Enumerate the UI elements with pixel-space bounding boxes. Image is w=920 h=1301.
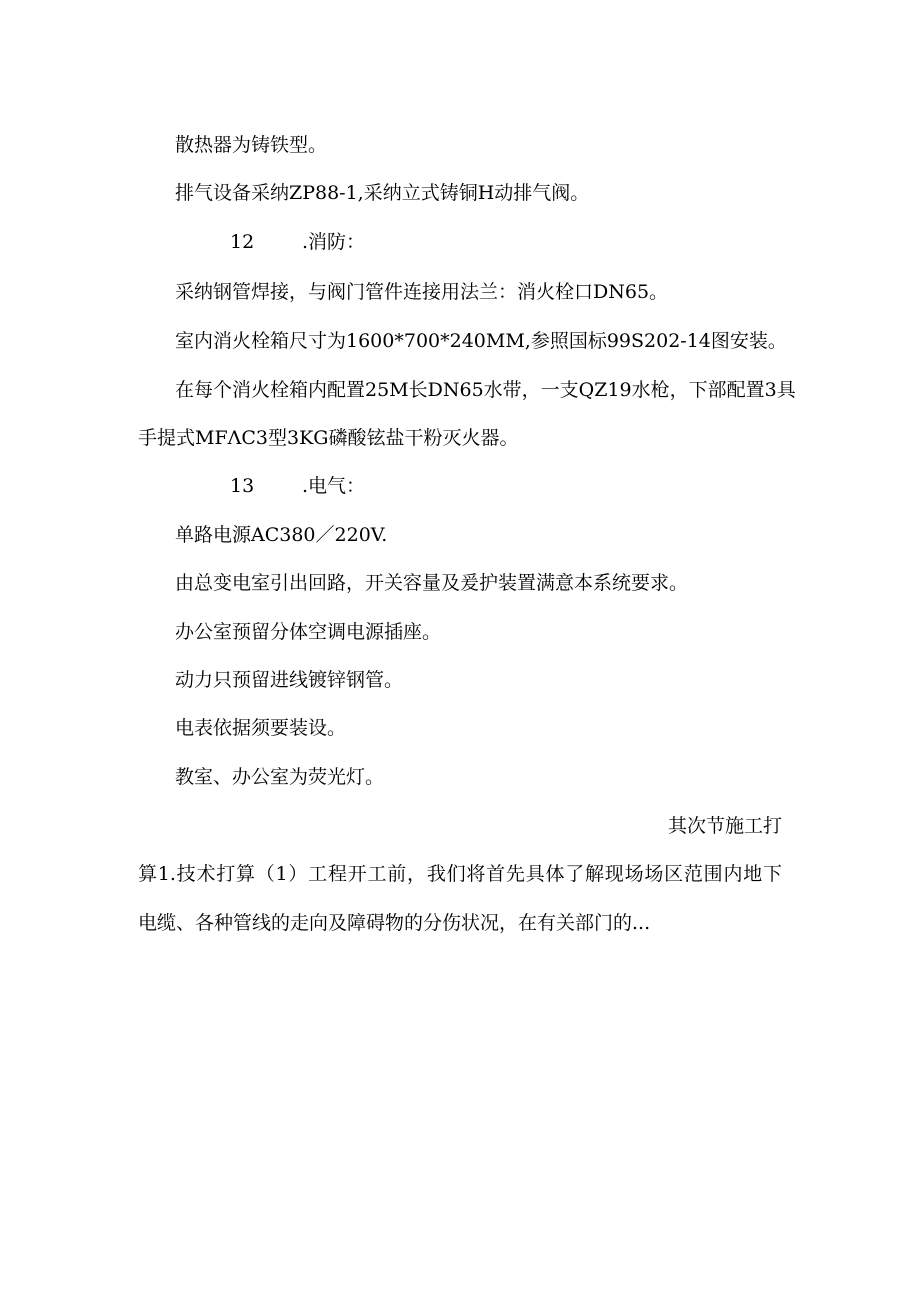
closing-line-2: 电缆、各种管线的走向及障碍物的分伤状况，在有关部门的... bbox=[138, 912, 651, 934]
fire-paragraph-4: 手提式MFΛC3型3KG磷酸铉盐干粉灭火器。 bbox=[138, 427, 519, 449]
fire-paragraph-2: 室内消火栓箱尺寸为1600*700*240MM,参照国标99S202-14图安装。 bbox=[175, 330, 787, 352]
electric-paragraph-5: 电表依据须要装设。 bbox=[175, 717, 347, 739]
section-13-title: .电气： bbox=[302, 475, 366, 497]
section-12-heading bbox=[230, 233, 365, 252]
closing-line-1: 算1.技术打算（1）工程开工前，我们将首先具体了解现场场区范围内地下 bbox=[138, 863, 782, 885]
exhaust-paragraph: 排气设备采纳ZP88-1,采纳立式铸铜H动排气阀。 bbox=[175, 182, 590, 204]
section-13-heading bbox=[230, 477, 365, 496]
section-12-title: .消防： bbox=[302, 231, 366, 253]
electric-paragraph-3: 办公室预留分体空调电源插座。 bbox=[175, 621, 442, 643]
section-heading-right: 其次节施工打 bbox=[667, 815, 782, 837]
section-12-number: 12 bbox=[230, 231, 255, 253]
electric-paragraph-4: 动力只预留进线镀锌钢管。 bbox=[175, 669, 404, 691]
electric-paragraph-2: 由总变电室引出回路，开关容量及爰护装置满意本系统要求。 bbox=[175, 572, 689, 594]
fire-paragraph-1: 采纳钢管焊接，与阀门管件连接用法兰：消火栓口DN65。 bbox=[175, 281, 669, 303]
fire-paragraph-3: 在每个消火栓箱内配置25M长DN65水带，一支QZ19水枪，下部配置3具 bbox=[175, 379, 796, 401]
electric-paragraph-6: 教室、办公室为荧光灯。 bbox=[175, 766, 385, 788]
radiator-paragraph: 散热器为铸铁型。 bbox=[175, 134, 328, 156]
section-13-number: 13 bbox=[230, 475, 255, 497]
electric-paragraph-1: 单路电源AC380／220V. bbox=[175, 524, 388, 546]
